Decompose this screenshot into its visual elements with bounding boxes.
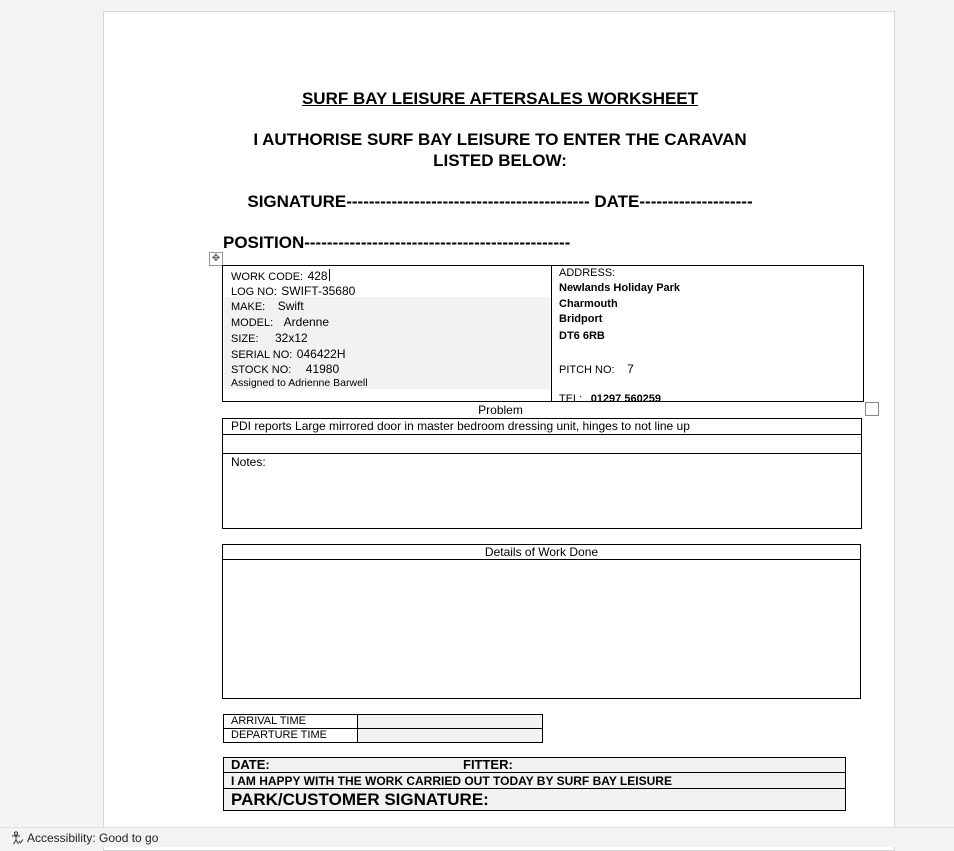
worksheet-title: SURF BAY LEISURE AFTERSALES WORKSHEET xyxy=(301,89,699,108)
pitch-label: PITCH NO: xyxy=(559,364,615,376)
departure-time-label: DEPARTURE TIME xyxy=(231,729,327,741)
address-line-1: Newlands Holiday Park xyxy=(559,282,681,294)
signoff-divider-1 xyxy=(223,772,846,773)
work-done-table[interactable] xyxy=(222,544,861,699)
assigned-to: Assigned to Adrienne Barwell xyxy=(231,377,368,389)
log-no-label: LOG NO: xyxy=(231,286,277,298)
address-line-2: Charmouth xyxy=(559,298,618,310)
model-label: MODEL: xyxy=(231,317,274,329)
problem-text[interactable]: PDI reports Large mirrored door in master bedroom dressing unit, hinges to not line up xyxy=(231,419,690,433)
make-value: Swift xyxy=(277,299,304,313)
accessibility-status[interactable]: Accessibility: Good to go xyxy=(27,831,159,845)
signoff-fitter-label: FITTER: xyxy=(463,757,513,772)
model-value: Ardenne xyxy=(283,315,330,329)
serial-label: SERIAL NO: xyxy=(231,349,293,361)
work-code-value[interactable]: 428 xyxy=(307,269,328,283)
pitch-value: 7 xyxy=(627,362,634,376)
address-line-4: DT6 6RB xyxy=(559,330,605,342)
signoff-date-label: DATE: xyxy=(231,757,270,772)
signature-line: SIGNATURE------------------------------------------- DATE-------------------- xyxy=(247,192,753,211)
text-cursor xyxy=(329,269,330,281)
problem-heading: Problem xyxy=(478,403,523,417)
problem-row-divider-2 xyxy=(222,453,862,454)
happy-statement: I AM HAPPY WITH THE WORK CARRIED OUT TODAY BY SURF BAY LEISURE xyxy=(231,774,672,788)
table-move-icon[interactable]: ✥ xyxy=(209,252,223,266)
arrival-time-field[interactable] xyxy=(360,716,540,728)
work-done-divider xyxy=(222,559,861,560)
address-label: ADDRESS: xyxy=(559,267,616,279)
authorise-line-1: I AUTHORISE SURF BAY LEISURE TO ENTER THE CARAVAN xyxy=(253,130,747,149)
authorise-line-2: LISTED BELOW: xyxy=(433,151,567,170)
status-bar xyxy=(0,827,954,847)
document-page[interactable] xyxy=(103,11,895,851)
stock-label: STOCK NO: xyxy=(231,364,292,376)
details-divider xyxy=(551,265,552,402)
departure-time-field[interactable] xyxy=(360,730,540,742)
work-code-label: WORK CODE: xyxy=(231,271,304,283)
notes-label[interactable]: Notes: xyxy=(231,455,266,469)
position-line: POSITION----------------------------------------------- xyxy=(223,233,571,252)
pitch-row xyxy=(559,360,634,378)
customer-signature-label: PARK/CUSTOMER SIGNATURE: xyxy=(231,790,489,809)
signoff-divider-2 xyxy=(223,788,846,789)
problem-row-divider-1 xyxy=(222,434,862,435)
size-label: SIZE: xyxy=(231,333,259,345)
size-value: 32x12 xyxy=(274,331,308,345)
work-done-heading: Details of Work Done xyxy=(484,545,599,559)
serial-value: 046422H xyxy=(296,347,346,361)
arrival-time-label: ARRIVAL TIME xyxy=(231,715,306,727)
make-label: MAKE: xyxy=(231,301,266,313)
tel-value: 01297 560259 xyxy=(590,393,662,405)
address-line-3: Bridport xyxy=(559,313,603,325)
stock-row xyxy=(231,360,339,378)
table-resize-handle[interactable] xyxy=(865,402,879,416)
accessibility-icon[interactable] xyxy=(10,831,24,848)
tel-label: TEL: xyxy=(559,393,583,405)
stock-value: 41980 xyxy=(305,362,340,376)
log-no-value: SWIFT-35680 xyxy=(281,284,356,298)
